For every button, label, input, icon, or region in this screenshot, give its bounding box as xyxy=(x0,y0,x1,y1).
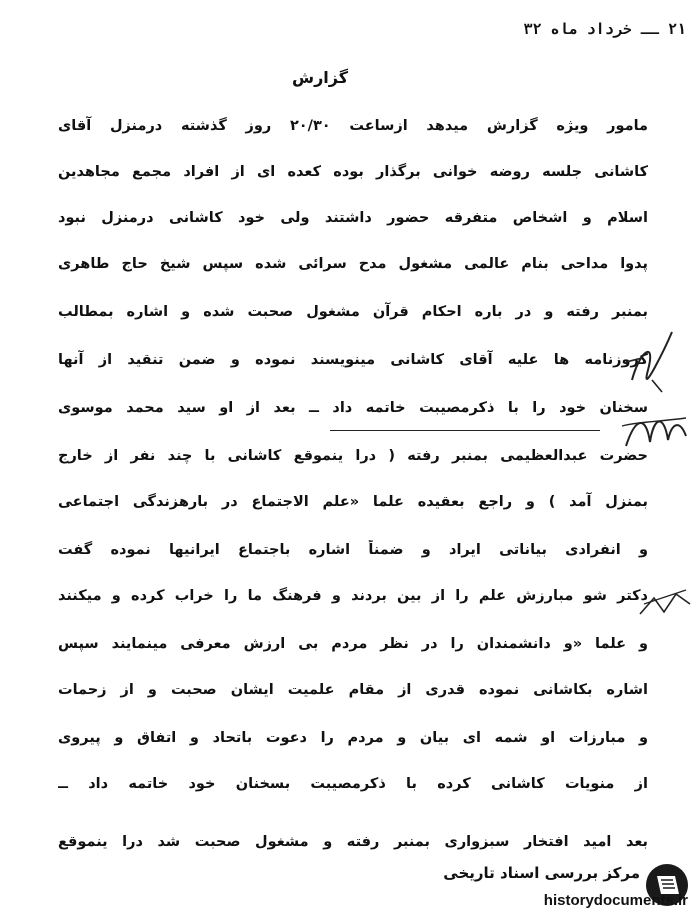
body-line: و انفرادی بیاناتی ایراد و ضمناً اشاره باجتماع ایرانیها نموده گفت xyxy=(58,542,648,558)
body-line: بمنزل آمد ) و راجع بعقیده علما «علم الاجتماع در بارهزندگی اجتماعی xyxy=(58,494,648,510)
watermark-url: historydocuments.ir xyxy=(543,892,688,909)
body-line: از منویات کاشانی کرده با ذکرمصیبت بسخنان خود خاتمه داد ــ xyxy=(58,776,648,792)
body-line: بمنبر رفته و در باره احکام قرآن مشغول صحبت شده و اشاره بمطالب xyxy=(58,304,648,320)
body-line: کاشانی جلسه روضه خوانی برگذار بوده کعده ای از افراد مجمع مجاهدین xyxy=(58,164,648,180)
margin-signature xyxy=(616,396,696,466)
margin-scribble xyxy=(612,310,692,400)
watermark-title: مرکز بررسی اسناد تاریخی xyxy=(443,864,640,882)
body-line: و مبارزات او شمه ای بیان و مردم را دعوت باتحاد و اتفاق و پیروی xyxy=(58,730,648,746)
body-line: دکتر شو مبارزش علم را از بین بردند و فرهنگ ما را خراب کرده و میکنند xyxy=(58,588,648,604)
body-line: و علما «و دانشمندان را در نظر مردم بی ارزش معرفی مینمایند سپس xyxy=(58,636,648,652)
body-line: پدوا مداحی بنام عالمی مشغول مدح سرائی شده سپس شیخ حاج طاهری xyxy=(58,256,648,272)
archive-watermark xyxy=(438,858,696,920)
body-line: بعد امید افتخار سبزواری بمنبر رفته و مشغول صحبت شد درا ینموقع xyxy=(58,834,648,850)
body-line: سخنان خود را با ذکرمصیبت خاتمه داد ــ بعد از او سید محمد موسوی xyxy=(58,400,648,416)
document-title: گزارش xyxy=(291,68,349,87)
document-date: ۲۱ ــ خرداد ماه ۳۲ xyxy=(523,20,686,38)
margin-initials xyxy=(636,584,696,624)
body-line: کروزنامه ها علیه آقای کاشانی مینویسند نموده و ضمن تنقید از آنها xyxy=(58,352,648,368)
body-line: اشاره بکاشانی نموده قدری از مقام علمیت ایشان صحبت و از زحمات xyxy=(58,682,648,698)
handwritten-underline xyxy=(330,430,600,431)
body-line: مامور ویژه گزارش میدهد ازساعت ۲۰/۳۰ روز گذشته درمنزل آقای xyxy=(58,118,648,134)
body-line: حضرت عبدالعظیمی بمنبر رفته ( درا ینموقع کاشانی با چند نفر از خارج xyxy=(58,448,648,464)
body-line: اسلام و اشخاص متفرقه حضور داشتند ولی خود کاشانی درمنزل نبود xyxy=(58,210,648,226)
